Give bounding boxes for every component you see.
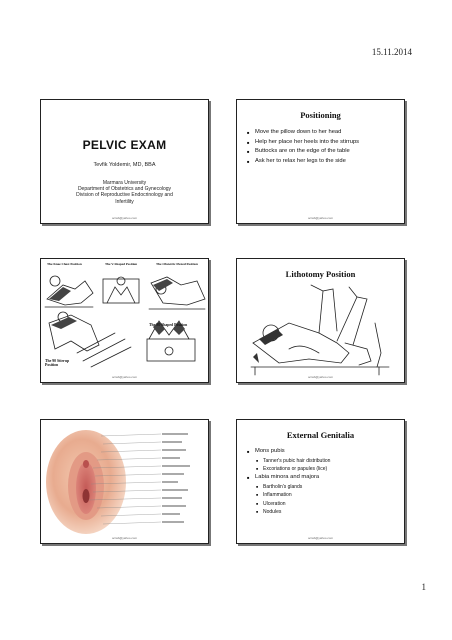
slide-footer: ocrab@yahoo.com	[111, 375, 138, 379]
caption-m-shaped: The M-Shaped Position	[149, 323, 188, 327]
slide-author: Tevfik Yoldemir, MD, BBA	[93, 162, 156, 168]
lithotomy-illustration	[249, 283, 399, 378]
slide-affiliation	[49, 180, 200, 205]
sub-bullet-item: ■ Tanner's pubic hair distribution	[247, 457, 400, 465]
page-date: 15.11.2014	[371, 47, 412, 57]
sub-bullet-item: ■ Nodules	[247, 508, 400, 516]
slide-footer: ocrab@yahoo.com	[307, 375, 334, 379]
caption-90-stirrup: The 90 Stirrup Position	[45, 359, 70, 367]
affiliation-line: Marmara University	[102, 180, 147, 186]
slide-footer: ocrab@yahoo.com	[111, 536, 138, 540]
caption-obstetric: The Obstetric Flexed Position	[156, 262, 198, 266]
bullet-item: ■ Help her place her heels into the stirrups	[247, 138, 400, 148]
sub-bullet-item: ■ Bartholin's glands	[247, 483, 400, 491]
slide-heading: Lithotomy Position	[285, 269, 356, 279]
bullet-list	[247, 128, 400, 166]
sub-bullet-item: ■ Ulceration	[247, 500, 400, 508]
bullet-item: ■ Ask her to relax her legs to the side	[247, 157, 400, 167]
slide-footer: ocrab@yahoo.com	[307, 216, 334, 220]
sub-bullet-item: ■ Excoriations or papules (lice)	[247, 465, 400, 473]
slide-title-heading: PELVIC EXAM	[82, 138, 167, 152]
slide-positions-illustration	[40, 258, 209, 383]
page-number: 1	[421, 582, 426, 592]
affiliation-line: Infertility	[115, 198, 134, 205]
affiliation-line: Department of Obstetrics and Gynecology	[77, 186, 172, 193]
slide-footer: ocrab@yahoo.com	[307, 536, 334, 540]
slide-external-genitalia	[236, 419, 405, 544]
bullet-item: ■ Buttocks are on the edge of the table	[247, 147, 400, 157]
caption-v-shaped: The V-Shaped Position	[105, 262, 138, 266]
slide-positioning	[236, 99, 405, 224]
slide-heading: Positioning	[300, 110, 341, 120]
sub-bullet-item: ■ Inflammation	[247, 491, 400, 499]
slide-footer: ocrab@yahoo.com	[111, 216, 138, 220]
caption-knee-chest: The Knee Chest Position	[47, 262, 82, 266]
slide-heading: External Genitalia	[286, 430, 355, 440]
slide-title	[40, 99, 209, 224]
bullet-item: ■ Mons pubis	[247, 447, 400, 457]
slide-anatomy-illustration	[40, 419, 209, 544]
slide-lithotomy	[236, 258, 405, 383]
bullet-item: ■ Labia minora and majora	[247, 473, 400, 483]
affiliation-line: Division of Reproductive Endocrinology and	[76, 192, 173, 199]
external-genitalia-illustration	[41, 420, 209, 544]
bullet-list	[247, 447, 400, 516]
bullet-item: ■ Move the pillow down to her head	[247, 128, 400, 138]
